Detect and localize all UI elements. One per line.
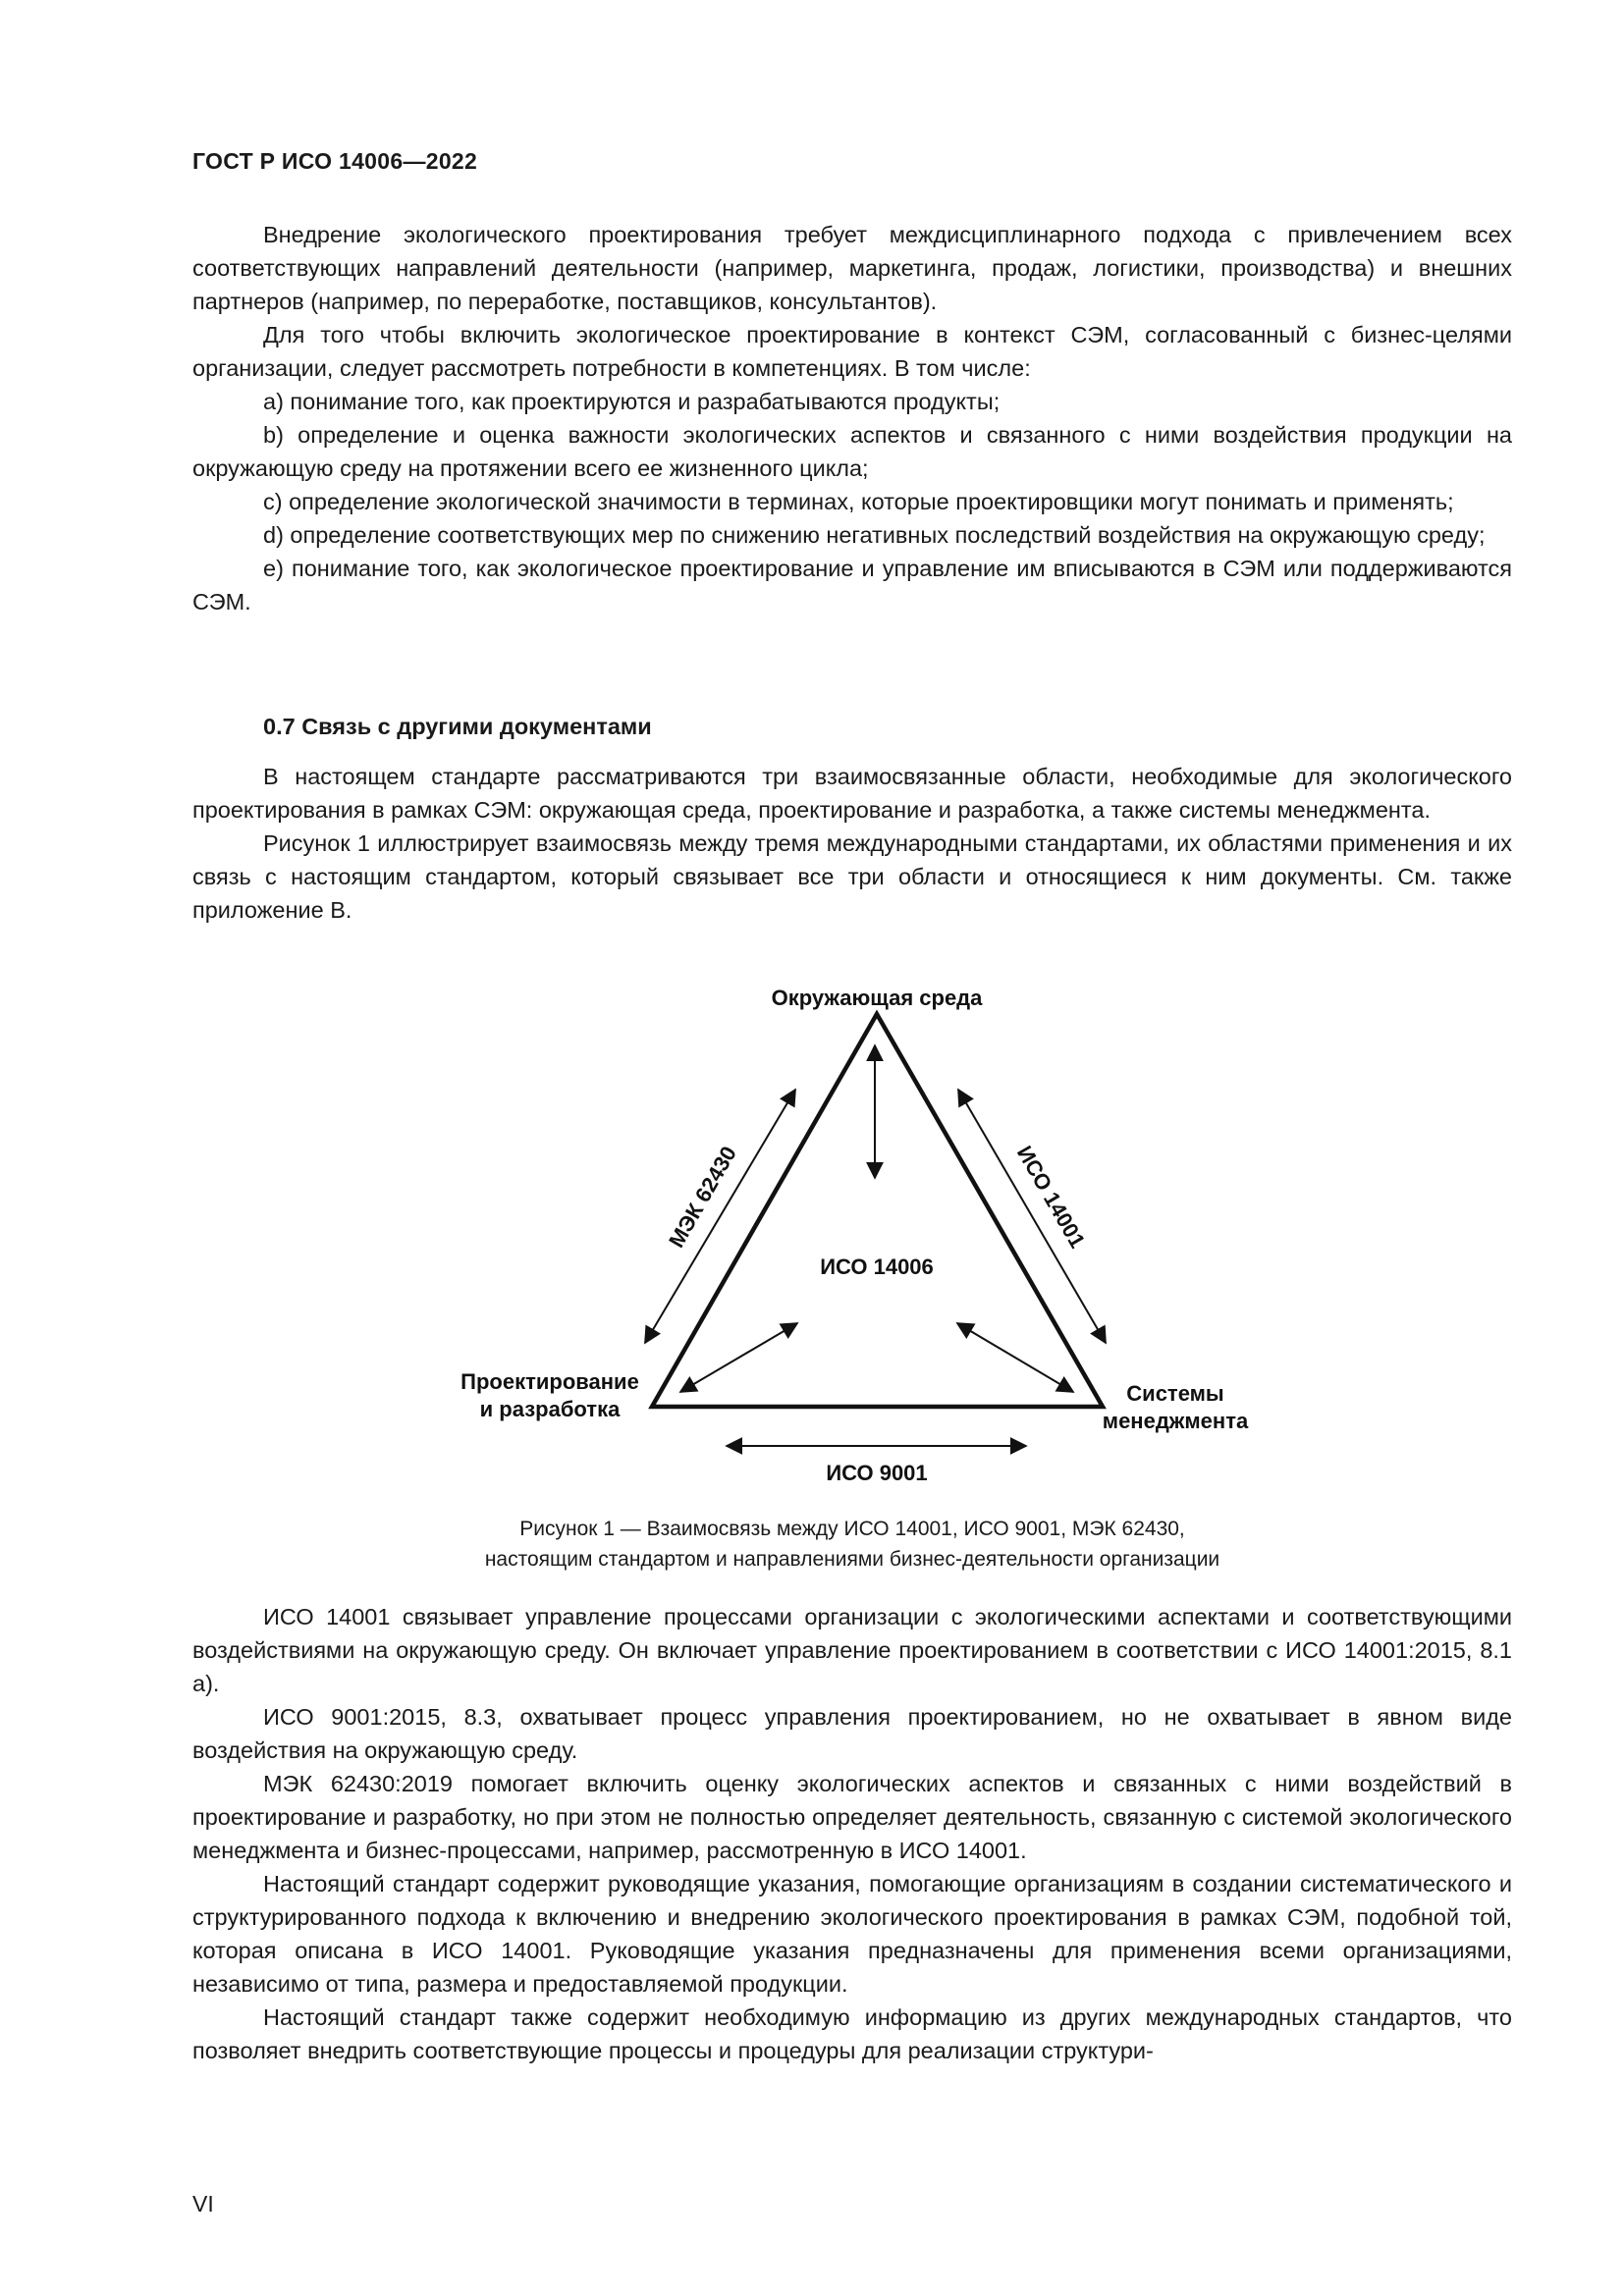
paragraph: Для того чтобы включить экологическое проектирование в контекст СЭМ, согласованный с бизнес-целями организации, следует рассмотреть потребности в компетенциях. В том числе: (192, 322, 1512, 381)
paragraph: Рисунок 1 иллюстрирует взаимосвязь между тремя международными стандартами, их областями применения и их связь с настоящим стандартом, который связывает все три области и относящиеся к ним документы. См. также приложение В. (192, 830, 1512, 923)
paragraph: Настоящий стандарт также содержит необходимую информацию из других международных стандартов, что позволяет внедрить соответствующие процессы и процедуры для реализации структури- (192, 2004, 1512, 2063)
list-item: b) определение и оценка важности экологических аспектов и связанного с ними воздействия продукции на окружающую среду на протяжении всего ее жизненного цикла; (192, 422, 1512, 481)
paragraph: ИСО 9001:2015, 8.3, охватывает процесс управления проектированием, но не охватывает в явном виде воздействия на окружающую среду. (192, 1704, 1512, 1763)
after-block (192, 1600, 1512, 2067)
label-iso9001: ИСО 9001 (826, 1461, 928, 1485)
arrow-center-right (957, 1323, 1073, 1392)
paragraph: Внедрение экологического проектирования требует междисциплинарного подхода с привлечением всех соответствующих направлений деятельности (например, маркетинга, продаж, логистики, производства) и внешних партнеров (например, по переработке, поставщиков, консультантов). (192, 222, 1512, 314)
list-item: c) определение экологической значимости в терминах, которые проектировщики могут понимать и применять; (263, 489, 1454, 514)
list-item: d) определение соответствующих мер по снижению негативных последствий воздействия на окружающую среду; (263, 522, 1486, 548)
label-iso14001: ИСО 14001 (1011, 1141, 1091, 1253)
list-item: a) понимание того, как проектируются и разрабатываются продукты; (263, 389, 1001, 414)
caption-line: настоящим стандартом и направлениями бизнес-деятельности организации (484, 1548, 1220, 1571)
triangle (652, 1014, 1103, 1407)
document-header: ГОСТ Р ИСО 14006—2022 (192, 148, 478, 174)
figure-caption (192, 1514, 1512, 1575)
paragraph: ИСО 14001 связывает управление процессами организации с экологическими аспектами и соответствующими воздействиями на окружающую среду. Он включает управление проектированием в соответствии с ИСО 14001:2015, 8.1 а). (192, 1604, 1512, 1696)
label-center: ИСО 14006 (820, 1255, 934, 1279)
caption-line: Рисунок 1 — Взаимосвязь между ИСО 14001, ИСО 9001, МЭК 62430, (519, 1518, 1185, 1540)
label-management-2: менеджмента (1102, 1409, 1249, 1433)
paragraph: Настоящий стандарт содержит руководящие указания, помогающие организациям в создании систематического и структурированного подхода к включению и внедрению экологического проектирования в рамках СЭМ, подобной той, которая описана в ИСО 14001. Руководящие указания предназначены для применения всеми организациями, независимо от типа, размера и предоставляемой продукции. (192, 1871, 1512, 1997)
label-environment: Окружающая среда (771, 986, 983, 1010)
arrow-right-edge (958, 1090, 1106, 1343)
label-management-1: Системы (1126, 1381, 1224, 1406)
label-design-2: и разработка (479, 1397, 621, 1421)
list-item: e) понимание того, как экологическое проектирование и управление им вписываются в СЭМ или поддерживаются СЭМ. (192, 556, 1512, 614)
label-design-1: Проектирование (460, 1369, 639, 1394)
label-mek: МЭК 62430 (664, 1142, 742, 1253)
section-title: 0.7 Связь с другими документами (263, 714, 652, 739)
page-number: VI (192, 2191, 214, 2216)
arrow-center-left (680, 1323, 797, 1392)
paragraph: МЭК 62430:2019 помогает включить оценку экологических аспектов и связанных с ними воздействий в проектирование и разработку, но при этом не полностью определяет деятельность, связанную с системой экологического менеджмента и бизнес-процессами, например, рассмотренную в ИСО 14001. (192, 1771, 1512, 1863)
arrow-left-edge (645, 1090, 795, 1343)
paragraph: В настоящем стандарте рассматриваются три взаимосвязанные области, необходимые для экологического проектирования в рамках СЭМ: окружающая среда, проектирование и разработка, а также системы менеджмента. (192, 764, 1512, 823)
